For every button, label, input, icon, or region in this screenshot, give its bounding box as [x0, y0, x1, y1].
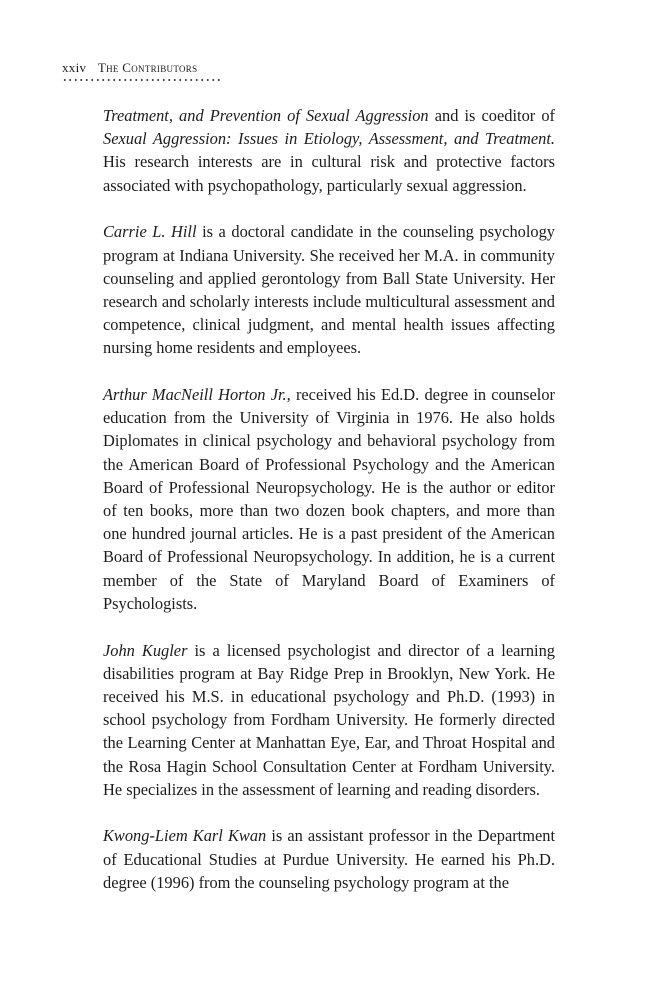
- dotted-rule: [62, 79, 222, 81]
- contributor-entry: [103, 220, 555, 359]
- page-number: xxiv: [62, 60, 87, 75]
- book-title-italic: Sexual Aggression: Issues in Etiology, Assessment, and Treatment.: [103, 129, 555, 149]
- contributor-entry: [103, 383, 555, 615]
- running-head: [62, 60, 197, 76]
- contributor-name: Kwong-Liem Karl Kwan: [103, 826, 267, 846]
- contributor-bio: is an assistant professor in the Department of Educational Studies at Purdue University. He earned his Ph.D. degree (1996) from the counseling psychology program at the: [103, 826, 556, 892]
- contributor-name: John Kugler: [103, 640, 188, 660]
- contributor-entry: [103, 639, 555, 801]
- contributor-name: Arthur MacNeill Horton Jr.,: [103, 385, 291, 405]
- entry-text: His research interests are in cultural risk and protective factors associated with psychopathology, particularly sexual aggression.: [103, 152, 555, 195]
- contributor-bio: received his Ed.D. degree in counselor education from the University of Virginia in 1976. He also holds Diplomates in clinical psychology and behavioral psychology from the American Board of Professional Psychology and the American Board of Professional Neuropsychology. He is the author or editor of ten books, more than two dozen book chapters, and more than one hundred journal articles. He is a past president of the American Board of Professional Neuropsychology. In addition, he is a current member of the State of Maryland Board of Examiners of Psychologists.: [103, 385, 556, 613]
- contributor-entry: [103, 824, 555, 894]
- book-title-italic: Treatment, and Prevention of Sexual Aggression: [103, 106, 429, 125]
- entry-text: and is coeditor of: [428, 106, 555, 125]
- contributor-bio: is a licensed psychologist and director of a learning disabilities program at Bay Ridge Prep in Brooklyn, New York. He received his M.S. in educational psychology and Ph.D. (1993) in school psychology from Fordham University. He formerly directed the Learning Center at Manhattan Eye, Ear, and Throat Hospital and the Rosa Hagin School Consultation Center at Fordham University. He specializes in the assessment of learning and reading disorders.: [103, 640, 555, 799]
- section-title: The Contributors: [97, 60, 198, 75]
- contributor-entry-continued: [103, 104, 555, 197]
- contributor-name: Carrie L. Hill: [103, 222, 197, 242]
- contributors-list: [103, 104, 555, 918]
- contributor-bio: is a doctoral candidate in the counseling psychology program at Indiana University. She received her M.A. in community counseling and applied gerontology from Ball State University. Her research and scholarly interests include multicultural assessment and competence, clinical judgment, and mental health issues affecting nursing home residents and employees.: [103, 222, 555, 358]
